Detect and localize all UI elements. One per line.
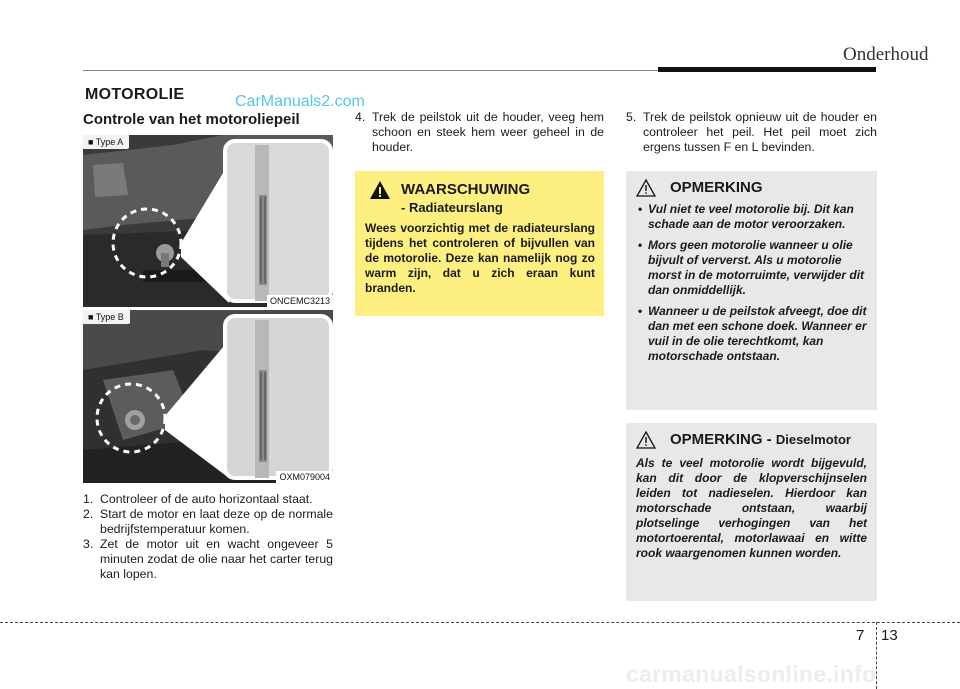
warning-subtitle: - Radiateurslang (401, 200, 503, 215)
caution-triangle-icon (636, 179, 656, 197)
step-text: Controleer of de auto horizontaal staat. (100, 492, 313, 506)
step-number: 1. (83, 492, 94, 506)
diesel-note-body: Als te veel motorolie wordt bijgevuld, kan dit door de klopverschijnselen leiden tot nadieselen. Hierdoor kan motorschade ontstaan, waarbij plotselinge verhogingen van het motortoerental, motorlawaai en witte rook waargenomen kunnen worden. (636, 456, 867, 560)
watermark-top: CarManuals2.com (235, 93, 365, 110)
note-list (636, 202, 867, 364)
engine-photo-type-b (83, 310, 333, 483)
step-3 (83, 537, 333, 582)
chapter-title: MOTOROLIE (85, 86, 185, 103)
step-text: Trek de peilstok uit de houder, veeg hem schoon en steek hem weer geheel in de houder. (372, 110, 604, 154)
header-rule (83, 70, 658, 71)
engine-photo-type-a (83, 135, 333, 307)
warning-box (355, 171, 604, 316)
step-number: 4. (355, 110, 366, 124)
step-number: 2. (83, 507, 94, 521)
section-title: Onderhoud (843, 44, 929, 65)
figure-code-b: OXM079004 (276, 471, 333, 483)
step-2 (83, 507, 333, 537)
diesel-note-box (626, 423, 877, 601)
steps-list-left (83, 492, 333, 582)
warning-title: WAARSCHUWING (401, 181, 531, 198)
diesel-note-title: OPMERKING - Dieselmotor (670, 431, 851, 448)
step-text: Trek de peilstok opnieuw uit de houder en controleer het peil. Het peil moet zich ergens tussen F en L bevinden. (643, 110, 877, 154)
step-5 (626, 110, 877, 155)
step-4 (355, 110, 604, 155)
header-rule-accent (658, 67, 876, 72)
watermark-bottom: carmanualsonline.info (626, 661, 877, 687)
page-chapter: 7 (856, 627, 865, 644)
step-number: 5. (626, 110, 637, 124)
step-text: Zet de motor uit en wacht ongeveer 5 minuten zodat de olie naar het carter terug kan lopen. (100, 537, 333, 581)
figure-tag-type-a: ■ Type A (83, 135, 129, 149)
subheading: Controle van het motoroliepeil (83, 111, 300, 128)
engine-illustration-b (83, 310, 333, 483)
note-box (626, 171, 877, 410)
warning-triangle-icon (369, 180, 391, 200)
warning-body: Wees voorzichtig met de radiateurslang tijdens het controleren of bijvullen van de motorolie. Deze kan namelijk nog zo warm zijn, dat u zich eraan kunt branden. (365, 221, 595, 295)
footer-rule (0, 622, 960, 623)
note-title: OPMERKING (670, 179, 763, 196)
step-number: 3. (83, 537, 94, 551)
engine-illustration-a (83, 135, 333, 307)
caution-triangle-icon (636, 431, 656, 449)
step-text: Start de motor en laat deze op de normale bedrijfstemperatuur komen. (100, 507, 333, 536)
page-number: 13 (881, 627, 898, 644)
note-item: • Wanneer u de peilstok afveegt, doe dit dan met een schone doek. Wanneer er vuil in de olie terechtkomt, kan motorschade ontstaan. (638, 304, 867, 363)
figure-tag-type-b: ■ Type B (83, 310, 130, 324)
note-item: • Mors geen motorolie wanneer u olie bijvult of ververst. Als u motorolie morst in de motorruimte, verwijder dit dan onmiddellijk. (638, 238, 865, 297)
note-item: • Vul niet te veel motorolie bij. Dit kan schade aan de motor veroorzaken. (638, 202, 854, 231)
figure-code-a: ONCEMC3213 (267, 295, 333, 307)
step-1 (83, 492, 333, 507)
